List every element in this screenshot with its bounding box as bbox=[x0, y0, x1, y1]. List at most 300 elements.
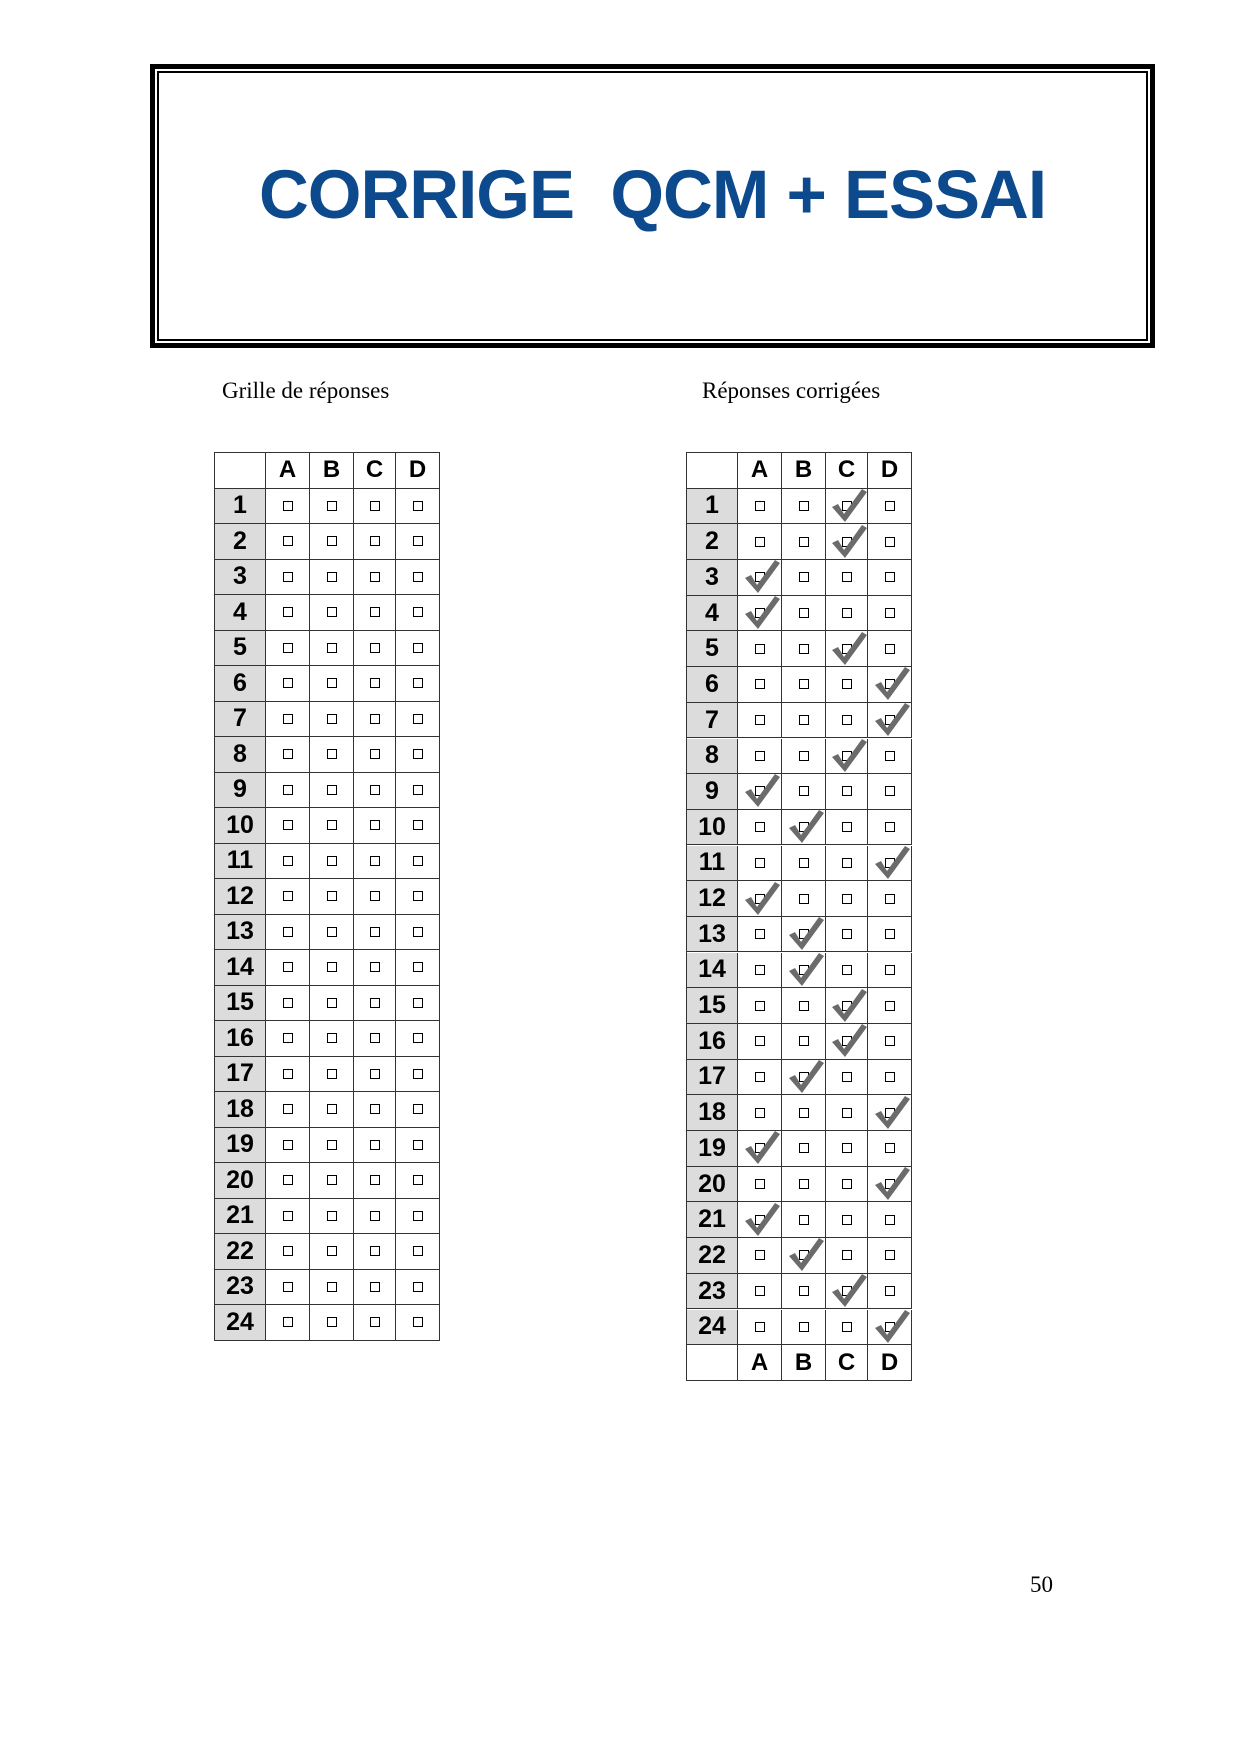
question-number: 2 bbox=[215, 524, 266, 560]
checkbox[interactable] bbox=[755, 1036, 765, 1046]
question-number: 24 bbox=[687, 1310, 738, 1346]
checkbox[interactable] bbox=[283, 607, 293, 617]
answer-cell bbox=[738, 1310, 782, 1346]
checkbox[interactable] bbox=[283, 962, 293, 972]
checkbox[interactable] bbox=[370, 536, 380, 546]
checkbox[interactable] bbox=[413, 678, 423, 688]
answer-cell bbox=[868, 917, 912, 953]
checkbox[interactable] bbox=[885, 1215, 895, 1225]
checkbox[interactable] bbox=[327, 856, 337, 866]
checkbox[interactable] bbox=[283, 536, 293, 546]
checkbox[interactable] bbox=[283, 856, 293, 866]
answer-cell bbox=[826, 1167, 868, 1203]
checkbox[interactable] bbox=[413, 1317, 423, 1327]
column-header: C bbox=[354, 453, 396, 489]
checkbox[interactable] bbox=[413, 891, 423, 901]
answer-cell bbox=[266, 524, 310, 560]
answer-cell bbox=[266, 879, 310, 915]
checkbox[interactable] bbox=[370, 643, 380, 653]
checkbox[interactable] bbox=[885, 1322, 895, 1332]
checkbox[interactable] bbox=[327, 1211, 337, 1221]
checkbox[interactable] bbox=[370, 1282, 380, 1292]
question-number: 5 bbox=[687, 631, 738, 667]
checkbox[interactable] bbox=[283, 891, 293, 901]
checkbox[interactable] bbox=[327, 962, 337, 972]
checkbox[interactable] bbox=[370, 1175, 380, 1185]
checkbox[interactable] bbox=[799, 965, 809, 975]
checkbox[interactable] bbox=[799, 679, 809, 689]
checkbox[interactable] bbox=[842, 1001, 852, 1011]
checkbox[interactable] bbox=[327, 1104, 337, 1114]
checkbox[interactable] bbox=[885, 608, 895, 618]
checkbox[interactable] bbox=[413, 785, 423, 795]
answer-cell bbox=[354, 915, 396, 951]
checkbox[interactable] bbox=[799, 537, 809, 547]
page-number: 50 bbox=[1030, 1572, 1053, 1597]
question-number: 21 bbox=[687, 1202, 738, 1238]
checkbox[interactable] bbox=[799, 751, 809, 761]
checkbox[interactable] bbox=[327, 1246, 337, 1256]
column-header: B bbox=[310, 453, 354, 489]
answer-cell bbox=[868, 1167, 912, 1203]
checkbox[interactable] bbox=[413, 1211, 423, 1221]
checkbox[interactable] bbox=[283, 785, 293, 795]
answer-cell bbox=[354, 631, 396, 667]
checkbox[interactable] bbox=[370, 962, 380, 972]
answer-cell bbox=[738, 1024, 782, 1060]
answer-cell bbox=[354, 1163, 396, 1199]
checkbox[interactable] bbox=[755, 1072, 765, 1082]
answer-cell bbox=[354, 773, 396, 809]
checkbox[interactable] bbox=[413, 1282, 423, 1292]
checkbox[interactable] bbox=[413, 1104, 423, 1114]
checkbox[interactable] bbox=[413, 643, 423, 653]
checkbox[interactable] bbox=[370, 1033, 380, 1043]
checkbox[interactable] bbox=[885, 537, 895, 547]
checkbox[interactable] bbox=[799, 929, 809, 939]
checkbox[interactable] bbox=[755, 679, 765, 689]
question-number: 12 bbox=[687, 881, 738, 917]
checkbox[interactable] bbox=[885, 1072, 895, 1082]
checkbox[interactable] bbox=[799, 608, 809, 618]
checkbox[interactable] bbox=[842, 1108, 852, 1118]
checkbox[interactable] bbox=[799, 644, 809, 654]
answer-cell bbox=[396, 1092, 440, 1128]
checkbox[interactable] bbox=[413, 1140, 423, 1150]
checkbox[interactable] bbox=[799, 1036, 809, 1046]
checkbox[interactable] bbox=[327, 1033, 337, 1043]
checkbox[interactable] bbox=[755, 894, 765, 904]
checkbox[interactable] bbox=[327, 820, 337, 830]
answer-cell bbox=[738, 667, 782, 703]
question-number: 23 bbox=[215, 1270, 266, 1306]
checkbox[interactable] bbox=[755, 965, 765, 975]
checkbox[interactable] bbox=[283, 1282, 293, 1292]
question-number: 22 bbox=[215, 1234, 266, 1270]
checkbox[interactable] bbox=[885, 1143, 895, 1153]
checkbox[interactable] bbox=[885, 679, 895, 689]
checkbox[interactable] bbox=[799, 894, 809, 904]
checkbox[interactable] bbox=[327, 1069, 337, 1079]
checkbox[interactable] bbox=[885, 965, 895, 975]
answer-cell bbox=[738, 953, 782, 989]
column-header: A bbox=[738, 1345, 782, 1381]
question-number: 3 bbox=[215, 560, 266, 596]
checkbox[interactable] bbox=[370, 785, 380, 795]
checkbox[interactable] bbox=[755, 822, 765, 832]
checkbox[interactable] bbox=[283, 927, 293, 937]
answer-cell bbox=[266, 950, 310, 986]
answer-cell bbox=[826, 953, 868, 989]
answer-cell bbox=[782, 1131, 826, 1167]
answer-cell bbox=[868, 631, 912, 667]
answer-cell bbox=[782, 988, 826, 1024]
checkbox[interactable] bbox=[413, 749, 423, 759]
answer-cell bbox=[396, 773, 440, 809]
checkbox[interactable] bbox=[799, 1108, 809, 1118]
answer-cell bbox=[782, 489, 826, 525]
checkbox[interactable] bbox=[370, 678, 380, 688]
question-number: 17 bbox=[687, 1060, 738, 1096]
checkbox[interactable] bbox=[842, 1286, 852, 1296]
answer-cell bbox=[782, 1060, 826, 1096]
checkbox[interactable] bbox=[327, 572, 337, 582]
checkbox[interactable] bbox=[370, 891, 380, 901]
checkbox[interactable] bbox=[413, 962, 423, 972]
checkbox[interactable] bbox=[283, 643, 293, 653]
answer-cell bbox=[738, 560, 782, 596]
checkbox[interactable] bbox=[885, 1108, 895, 1118]
checkbox[interactable] bbox=[283, 1175, 293, 1185]
answer-cell bbox=[738, 846, 782, 882]
checkbox[interactable] bbox=[327, 714, 337, 724]
checkbox[interactable] bbox=[413, 1033, 423, 1043]
checkbox[interactable] bbox=[283, 714, 293, 724]
question-number: 13 bbox=[215, 915, 266, 951]
checkbox[interactable] bbox=[370, 607, 380, 617]
checkbox[interactable] bbox=[799, 1286, 809, 1296]
column-header: B bbox=[782, 1345, 826, 1381]
answer-cell bbox=[310, 737, 354, 773]
question-number: 7 bbox=[687, 703, 738, 739]
checkbox[interactable] bbox=[755, 786, 765, 796]
checkbox[interactable] bbox=[283, 749, 293, 759]
answer-cell bbox=[310, 1199, 354, 1235]
checkbox[interactable] bbox=[799, 1215, 809, 1225]
checkbox[interactable] bbox=[885, 1179, 895, 1189]
answer-cell bbox=[310, 702, 354, 738]
checkbox[interactable] bbox=[370, 1104, 380, 1114]
checkbox[interactable] bbox=[885, 822, 895, 832]
checkbox[interactable] bbox=[799, 572, 809, 582]
checkbox[interactable] bbox=[755, 858, 765, 868]
answer-cell bbox=[868, 988, 912, 1024]
question-number: 14 bbox=[215, 950, 266, 986]
answer-cell bbox=[354, 595, 396, 631]
checkbox[interactable] bbox=[842, 679, 852, 689]
answer-cell bbox=[354, 1092, 396, 1128]
checkbox[interactable] bbox=[283, 1140, 293, 1150]
checkbox[interactable] bbox=[283, 1104, 293, 1114]
checkbox[interactable] bbox=[413, 714, 423, 724]
checkbox[interactable] bbox=[327, 501, 337, 511]
answer-cell bbox=[266, 560, 310, 596]
checkbox[interactable] bbox=[370, 856, 380, 866]
checkbox[interactable] bbox=[413, 1175, 423, 1185]
question-number: 2 bbox=[687, 524, 738, 560]
checkbox[interactable] bbox=[842, 1215, 852, 1225]
answer-cell bbox=[738, 489, 782, 525]
answer-cell bbox=[310, 1021, 354, 1057]
checkbox[interactable] bbox=[885, 929, 895, 939]
checkbox[interactable] bbox=[755, 1215, 765, 1225]
answer-cell bbox=[868, 1131, 912, 1167]
answer-cell bbox=[826, 560, 868, 596]
checkbox[interactable] bbox=[755, 644, 765, 654]
checkbox[interactable] bbox=[370, 572, 380, 582]
checkbox[interactable] bbox=[755, 1322, 765, 1332]
checkbox[interactable] bbox=[885, 1036, 895, 1046]
checkbox[interactable] bbox=[755, 501, 765, 511]
answer-cell bbox=[266, 1021, 310, 1057]
checkbox[interactable] bbox=[327, 1282, 337, 1292]
checkbox[interactable] bbox=[370, 501, 380, 511]
checkbox[interactable] bbox=[755, 1286, 765, 1296]
checkbox[interactable] bbox=[755, 1108, 765, 1118]
checkbox[interactable] bbox=[370, 749, 380, 759]
checkbox[interactable] bbox=[755, 1001, 765, 1011]
checkbox[interactable] bbox=[327, 998, 337, 1008]
checkbox[interactable] bbox=[327, 678, 337, 688]
checkbox[interactable] bbox=[413, 1069, 423, 1079]
checkbox[interactable] bbox=[413, 856, 423, 866]
checkbox[interactable] bbox=[283, 678, 293, 688]
answer-cell bbox=[738, 631, 782, 667]
checkbox[interactable] bbox=[370, 927, 380, 937]
checkbox[interactable] bbox=[799, 858, 809, 868]
answer-cell bbox=[396, 737, 440, 773]
checkbox[interactable] bbox=[327, 1140, 337, 1150]
checkbox[interactable] bbox=[799, 1143, 809, 1153]
checkbox[interactable] bbox=[413, 820, 423, 830]
question-number: 21 bbox=[215, 1199, 266, 1235]
checkbox[interactable] bbox=[755, 1179, 765, 1189]
question-number: 22 bbox=[687, 1238, 738, 1274]
answer-cell bbox=[738, 1274, 782, 1310]
checkbox[interactable] bbox=[799, 1322, 809, 1332]
answer-cell bbox=[868, 1238, 912, 1274]
checkbox[interactable] bbox=[370, 1069, 380, 1079]
answer-cell bbox=[310, 631, 354, 667]
checkbox[interactable] bbox=[283, 572, 293, 582]
checkbox[interactable] bbox=[799, 501, 809, 511]
checkbox[interactable] bbox=[327, 891, 337, 901]
checkbox[interactable] bbox=[327, 927, 337, 937]
checkbox[interactable] bbox=[755, 1143, 765, 1153]
checkbox[interactable] bbox=[885, 786, 895, 796]
checkbox[interactable] bbox=[842, 1036, 852, 1046]
answer-cell bbox=[266, 1163, 310, 1199]
checkbox[interactable] bbox=[755, 608, 765, 618]
column-header: C bbox=[826, 453, 868, 489]
checkbox[interactable] bbox=[842, 751, 852, 761]
answer-cell bbox=[782, 560, 826, 596]
checkbox[interactable] bbox=[842, 965, 852, 975]
checkbox[interactable] bbox=[885, 501, 895, 511]
checkbox[interactable] bbox=[799, 1072, 809, 1082]
answer-cell bbox=[782, 1310, 826, 1346]
answer-cell bbox=[868, 524, 912, 560]
answer-cell bbox=[396, 950, 440, 986]
checkbox[interactable] bbox=[370, 1317, 380, 1327]
answer-cell bbox=[782, 810, 826, 846]
checkbox[interactable] bbox=[755, 572, 765, 582]
checkbox[interactable] bbox=[327, 1175, 337, 1185]
answer-cell bbox=[738, 596, 782, 632]
answer-cell bbox=[782, 631, 826, 667]
checkbox[interactable] bbox=[842, 894, 852, 904]
checkbox[interactable] bbox=[842, 715, 852, 725]
answer-cell bbox=[310, 666, 354, 702]
checkbox[interactable] bbox=[842, 644, 852, 654]
checkbox[interactable] bbox=[283, 1317, 293, 1327]
answer-cell bbox=[826, 489, 868, 525]
checkbox[interactable] bbox=[842, 572, 852, 582]
answer-cell bbox=[266, 1128, 310, 1164]
answer-cell bbox=[354, 524, 396, 560]
checkbox[interactable] bbox=[413, 501, 423, 511]
answer-cell bbox=[868, 1202, 912, 1238]
checkbox[interactable] bbox=[885, 644, 895, 654]
checkbox[interactable] bbox=[755, 929, 765, 939]
question-number: 6 bbox=[215, 666, 266, 702]
answer-cell bbox=[826, 1024, 868, 1060]
checkbox[interactable] bbox=[370, 820, 380, 830]
checkbox[interactable] bbox=[842, 1179, 852, 1189]
answer-cell bbox=[266, 1234, 310, 1270]
checkbox[interactable] bbox=[283, 1246, 293, 1256]
answer-cell bbox=[266, 666, 310, 702]
checkbox[interactable] bbox=[283, 1069, 293, 1079]
checkbox[interactable] bbox=[842, 1250, 852, 1260]
checkbox[interactable] bbox=[283, 501, 293, 511]
question-number: 8 bbox=[687, 739, 738, 775]
answer-cell bbox=[310, 773, 354, 809]
checkbox[interactable] bbox=[283, 998, 293, 1008]
checkbox[interactable] bbox=[842, 501, 852, 511]
checkbox[interactable] bbox=[370, 714, 380, 724]
answer-cell bbox=[354, 1128, 396, 1164]
checkbox[interactable] bbox=[842, 537, 852, 547]
checkbox[interactable] bbox=[413, 998, 423, 1008]
checkbox[interactable] bbox=[842, 608, 852, 618]
checkbox[interactable] bbox=[842, 858, 852, 868]
checkbox[interactable] bbox=[755, 751, 765, 761]
checkbox[interactable] bbox=[327, 536, 337, 546]
checkbox[interactable] bbox=[885, 751, 895, 761]
answer-cell bbox=[354, 986, 396, 1022]
checkbox[interactable] bbox=[842, 1143, 852, 1153]
checkbox[interactable] bbox=[799, 715, 809, 725]
checkbox[interactable] bbox=[283, 1033, 293, 1043]
checkbox[interactable] bbox=[370, 998, 380, 1008]
answer-cell bbox=[782, 1238, 826, 1274]
checkbox[interactable] bbox=[799, 1001, 809, 1011]
answer-cell bbox=[354, 1305, 396, 1341]
checkbox[interactable] bbox=[327, 643, 337, 653]
checkbox[interactable] bbox=[327, 607, 337, 617]
answer-cell bbox=[782, 667, 826, 703]
answer-cell bbox=[826, 667, 868, 703]
answer-cell bbox=[310, 986, 354, 1022]
checkbox[interactable] bbox=[799, 1250, 809, 1260]
checkbox[interactable] bbox=[327, 749, 337, 759]
checkbox[interactable] bbox=[283, 820, 293, 830]
checkbox[interactable] bbox=[327, 785, 337, 795]
answer-cell bbox=[266, 489, 310, 525]
checkbox[interactable] bbox=[413, 572, 423, 582]
checkbox[interactable] bbox=[885, 1001, 895, 1011]
checkbox[interactable] bbox=[885, 572, 895, 582]
checkbox[interactable] bbox=[755, 1250, 765, 1260]
question-number: 18 bbox=[215, 1092, 266, 1128]
checkbox[interactable] bbox=[799, 786, 809, 796]
checkbox[interactable] bbox=[885, 1250, 895, 1260]
answer-cell bbox=[868, 489, 912, 525]
checkbox[interactable] bbox=[370, 1246, 380, 1256]
corrected-grid-caption: Réponses corrigées bbox=[702, 378, 881, 403]
answer-cell bbox=[782, 917, 826, 953]
checkbox[interactable] bbox=[885, 715, 895, 725]
checkbox[interactable] bbox=[885, 894, 895, 904]
answer-cell bbox=[396, 1128, 440, 1164]
checkbox[interactable] bbox=[413, 1246, 423, 1256]
answer-cell bbox=[396, 560, 440, 596]
checkbox[interactable] bbox=[755, 537, 765, 547]
answer-cell bbox=[782, 1274, 826, 1310]
answer-cell bbox=[354, 737, 396, 773]
answer-cell bbox=[782, 739, 826, 775]
checkbox[interactable] bbox=[842, 822, 852, 832]
checkbox[interactable] bbox=[885, 858, 895, 868]
answer-cell bbox=[310, 1163, 354, 1199]
answer-cell bbox=[310, 595, 354, 631]
checkbox[interactable] bbox=[413, 927, 423, 937]
answer-cell bbox=[738, 881, 782, 917]
checkbox[interactable] bbox=[842, 1072, 852, 1082]
answer-cell bbox=[396, 915, 440, 951]
checkbox[interactable] bbox=[842, 929, 852, 939]
checkbox[interactable] bbox=[283, 1211, 293, 1221]
checkbox[interactable] bbox=[885, 1286, 895, 1296]
answer-cell bbox=[396, 879, 440, 915]
checkbox[interactable] bbox=[755, 715, 765, 725]
question-number: 8 bbox=[215, 737, 266, 773]
checkbox[interactable] bbox=[842, 1322, 852, 1332]
checkbox[interactable] bbox=[413, 607, 423, 617]
checkbox[interactable] bbox=[413, 536, 423, 546]
checkbox[interactable] bbox=[327, 1317, 337, 1327]
answer-cell bbox=[396, 489, 440, 525]
checkbox[interactable] bbox=[842, 786, 852, 796]
answer-cell bbox=[310, 1057, 354, 1093]
checkbox[interactable] bbox=[799, 822, 809, 832]
answer-cell bbox=[266, 1199, 310, 1235]
checkbox[interactable] bbox=[799, 1179, 809, 1189]
checkbox[interactable] bbox=[370, 1211, 380, 1221]
checkbox[interactable] bbox=[370, 1140, 380, 1150]
answer-cell bbox=[738, 774, 782, 810]
